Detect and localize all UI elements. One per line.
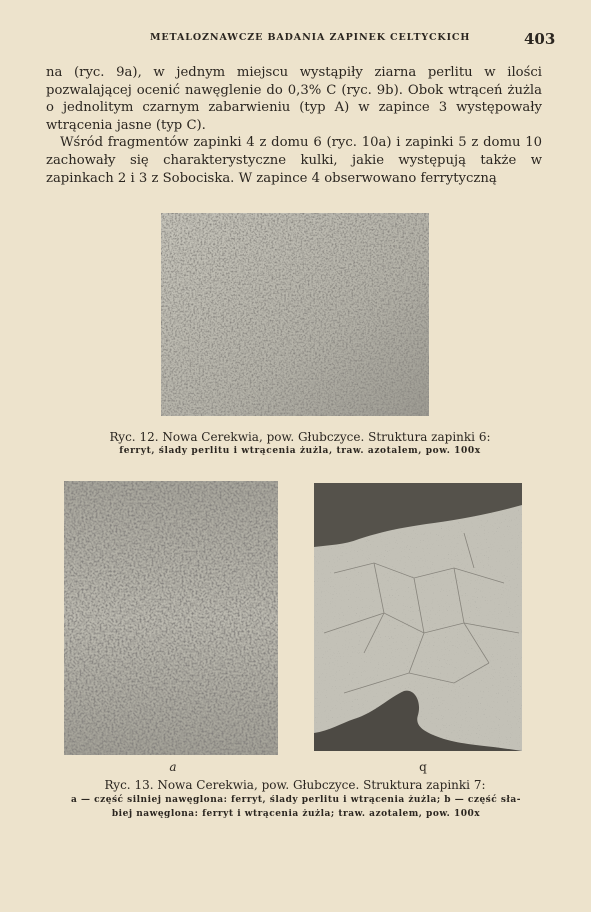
running-title: METALOZNAWCZE BADANIA ZAPINEK CELTYCKICH <box>150 32 471 43</box>
figure-13-caption-title: Ryc. 13. Nowa Cerekwia, pow. Głubczyce. Struktura zapinki 7: <box>104 778 486 792</box>
page-number: 403 <box>524 30 556 48</box>
paragraph: Wśród fragmentów zapinki 4 z domu 6 (ryc. 10a) i zapinki 5 z domu 10 zachowały się charakterystyczne kulki, jakie występują także w zapinkach 2 i 3 z Sobociska. W zapince 4 obserwowano ferrytyczną <box>46 135 542 186</box>
figure-13-caption-detail-1: a — część silniej nawęglona: ferryt, ślady perlitu i wtrącenia żużla; b — część sła- <box>71 795 521 805</box>
figure-13-label-a: a <box>169 760 177 774</box>
micrograph-figure-12 <box>161 213 429 416</box>
body-text <box>46 64 542 187</box>
micrograph-figure-13b <box>314 483 522 751</box>
figure-13-label-b: q <box>419 760 427 774</box>
page-header <box>0 28 591 48</box>
paragraph: na (ryc. 9a), w jednym miejscu wystąpiły ziarna perlitu w ilości pozwalającej ocenić nawęglenie do 0,3% C (ryc. 9b). Obok wtrąceń żużla o jednolitym czarnym zabarwieniu (typ A) w zapince 3 występowały wtrącenia jasne (typ C). <box>46 65 542 133</box>
micrograph-figure-13a <box>64 481 278 755</box>
figure-13-caption-detail-2: biej nawęglona: ferryt i wtrącenia żużla; traw. azotalem, pow. 100x <box>111 809 481 819</box>
figure-12-caption-title: Ryc. 12. Nowa Cerekwia, pow. Głubczyce. Struktura zapinki 6: <box>109 430 491 444</box>
figure-12-caption-detail: ferryt, ślady perlitu i wtrącenia żużla, traw. azotalem, pow. 100x <box>119 446 481 456</box>
